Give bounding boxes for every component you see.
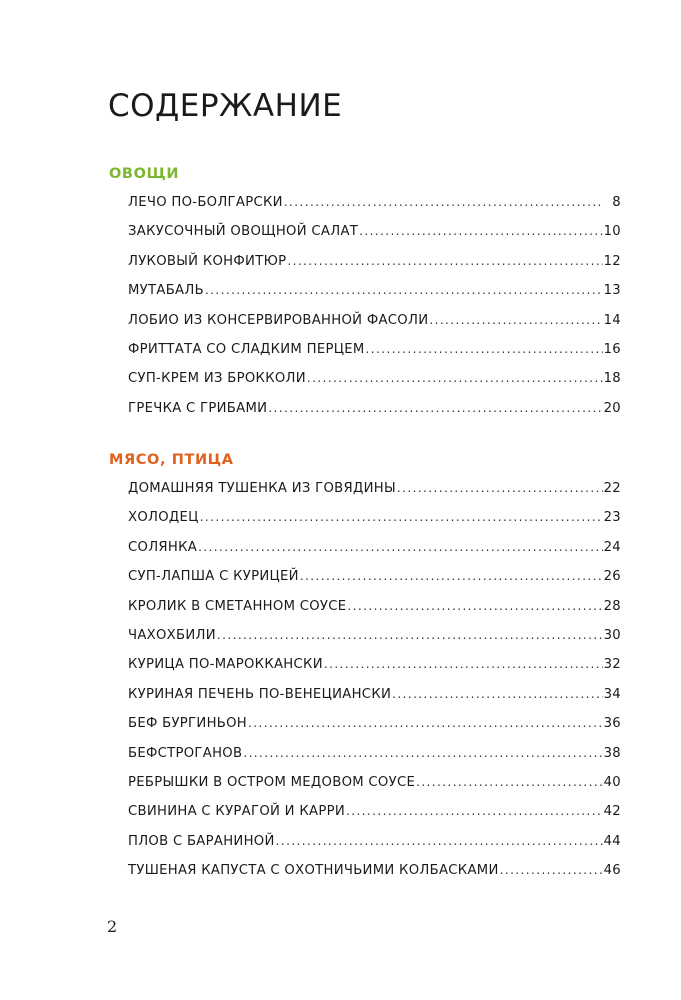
toc-entry xyxy=(128,650,621,679)
toc-entry-title: ГРЕЧКА С ГРИБАМИ xyxy=(128,400,268,416)
toc-entry-title: РЕБРЫШКИ В ОСТРОМ МЕДОВОМ СОУСЕ xyxy=(128,774,416,790)
toc-entry-page: 42 xyxy=(603,804,621,820)
toc-entry xyxy=(128,739,621,768)
toc-entry-page: 23 xyxy=(603,510,621,526)
toc-entry-page: 14 xyxy=(603,312,621,328)
toc-entry-title: ДОМАШНЯЯ ТУШЕНКА ИЗ ГОВЯДИНЫ xyxy=(128,481,396,496)
dot-leader xyxy=(429,306,602,335)
toc-entry-title: СВИНИНА С КУРАГОЙ И КАРРИ xyxy=(128,804,345,820)
dot-leader xyxy=(392,680,602,709)
toc-entry xyxy=(128,306,621,335)
toc-entry xyxy=(128,562,621,591)
dot-leader xyxy=(347,592,602,621)
toc-entry-title: БЕФ БУРГИНЬОН xyxy=(128,716,248,732)
section-heading: МЯСО, ПТИЦА xyxy=(109,452,234,468)
dot-leader xyxy=(276,827,603,856)
toc-entry-title: БЕФСТРОГАНОВ xyxy=(128,745,243,761)
toc-entry-page: 32 xyxy=(603,657,621,673)
toc-entry-list xyxy=(109,188,621,423)
section-heading: ОВОЩИ xyxy=(109,166,180,182)
toc-entry-title: ЧАХОХБИЛИ xyxy=(128,627,216,643)
toc-entry-page: 22 xyxy=(603,481,621,496)
dot-leader xyxy=(248,709,603,738)
dot-leader xyxy=(397,474,603,503)
toc-entry-title: ЛОБИО ИЗ КОНСЕРВИРОВАННОЙ ФАСОЛИ xyxy=(128,312,429,328)
toc-entry-title: КРОЛИК В СМЕТАННОМ СОУСЕ xyxy=(128,598,347,614)
dot-leader xyxy=(205,276,603,305)
toc-entry xyxy=(128,797,621,826)
toc-entry xyxy=(128,856,621,885)
toc-entry-page: 10 xyxy=(603,224,621,240)
toc-entry-title: КУРИНАЯ ПЕЧЕНЬ ПО-ВЕНЕЦИАНСКИ xyxy=(128,686,392,702)
toc-entry-page: 18 xyxy=(603,371,621,387)
dot-leader xyxy=(300,562,603,591)
page-title: СОДЕРЖАНИЕ xyxy=(108,88,343,124)
toc-entry xyxy=(128,247,621,276)
toc-entry xyxy=(128,592,621,621)
toc-entry-page: 36 xyxy=(603,716,621,732)
dot-leader xyxy=(324,650,603,679)
toc-entry xyxy=(128,768,621,797)
toc-entry-page: 8 xyxy=(612,195,621,210)
toc-section-meat-poultry xyxy=(109,446,621,885)
dot-leader xyxy=(346,797,603,826)
toc-entry xyxy=(128,276,621,305)
dot-leader xyxy=(243,739,602,768)
toc-entry-page: 30 xyxy=(603,627,621,643)
toc-entry-page: 26 xyxy=(603,569,621,585)
dot-leader xyxy=(287,247,602,276)
dot-leader xyxy=(366,335,603,364)
toc-entry xyxy=(128,533,621,562)
toc-entry-title: ЛУКОВЫЙ КОНФИТЮР xyxy=(128,253,287,269)
toc-entry xyxy=(128,217,621,246)
toc-entry-page: 20 xyxy=(603,400,621,416)
toc-entry xyxy=(128,709,621,738)
toc-entry xyxy=(128,474,621,503)
toc-entry xyxy=(128,364,621,393)
toc-entry-title: ПЛОВ С БАРАНИНОЙ xyxy=(128,833,275,849)
toc-entry-title: МУТАБАЛЬ xyxy=(128,283,204,299)
toc-entry-page: 13 xyxy=(603,283,621,299)
toc-entry-title: ФРИТТАТА СО СЛАДКИМ ПЕРЦЕМ xyxy=(128,341,365,357)
toc-entry-page: 12 xyxy=(603,253,621,269)
toc-entry-page: 34 xyxy=(603,686,621,702)
toc-entry-title: ЛЕЧО ПО-БОЛГАРСКИ xyxy=(128,195,283,210)
toc-entry xyxy=(128,827,621,856)
dot-leader xyxy=(268,394,602,423)
toc-entry-title: СУП-КРЕМ ИЗ БРОККОЛИ xyxy=(128,371,306,387)
toc-entry-page: 24 xyxy=(603,539,621,555)
toc-entry-title: СОЛЯНКА xyxy=(128,539,198,555)
toc-entry xyxy=(128,188,621,217)
toc-entry-title: ЗАКУСОЧНЫЙ ОВОЩНОЙ САЛАТ xyxy=(128,224,359,240)
dot-leader xyxy=(500,856,603,885)
dot-leader xyxy=(200,503,603,532)
toc-entry-page: 16 xyxy=(603,341,621,357)
dot-leader xyxy=(284,188,604,217)
toc-entry-title: ХОЛОДЕЦ xyxy=(128,510,199,526)
toc-entry-title: КУРИЦА ПО-МАРОККАНСКИ xyxy=(128,657,323,673)
toc-entry xyxy=(128,394,621,423)
toc-entry xyxy=(128,680,621,709)
dot-leader xyxy=(359,217,602,246)
toc-entry-title: ТУШЕНАЯ КАПУСТА С ОХОТНИЧЬИМИ КОЛБАСКАМИ xyxy=(128,863,499,879)
toc-section-vegetables xyxy=(109,160,621,423)
toc-entry xyxy=(128,621,621,650)
toc-entry-page: 44 xyxy=(603,833,621,849)
toc-entry xyxy=(128,335,621,364)
toc-entry-title: СУП-ЛАПША С КУРИЦЕЙ xyxy=(128,569,299,585)
dot-leader xyxy=(198,533,603,562)
dot-leader xyxy=(416,768,603,797)
toc-entry-page: 38 xyxy=(603,745,621,761)
toc-entry-page: 46 xyxy=(603,863,621,879)
toc-entry xyxy=(128,503,621,532)
toc-entry-page: 40 xyxy=(603,774,621,790)
toc-entry-list xyxy=(109,474,621,885)
page-number: 2 xyxy=(107,917,118,936)
toc-entry-page: 28 xyxy=(603,598,621,614)
dot-leader xyxy=(217,621,603,650)
dot-leader xyxy=(307,364,603,393)
